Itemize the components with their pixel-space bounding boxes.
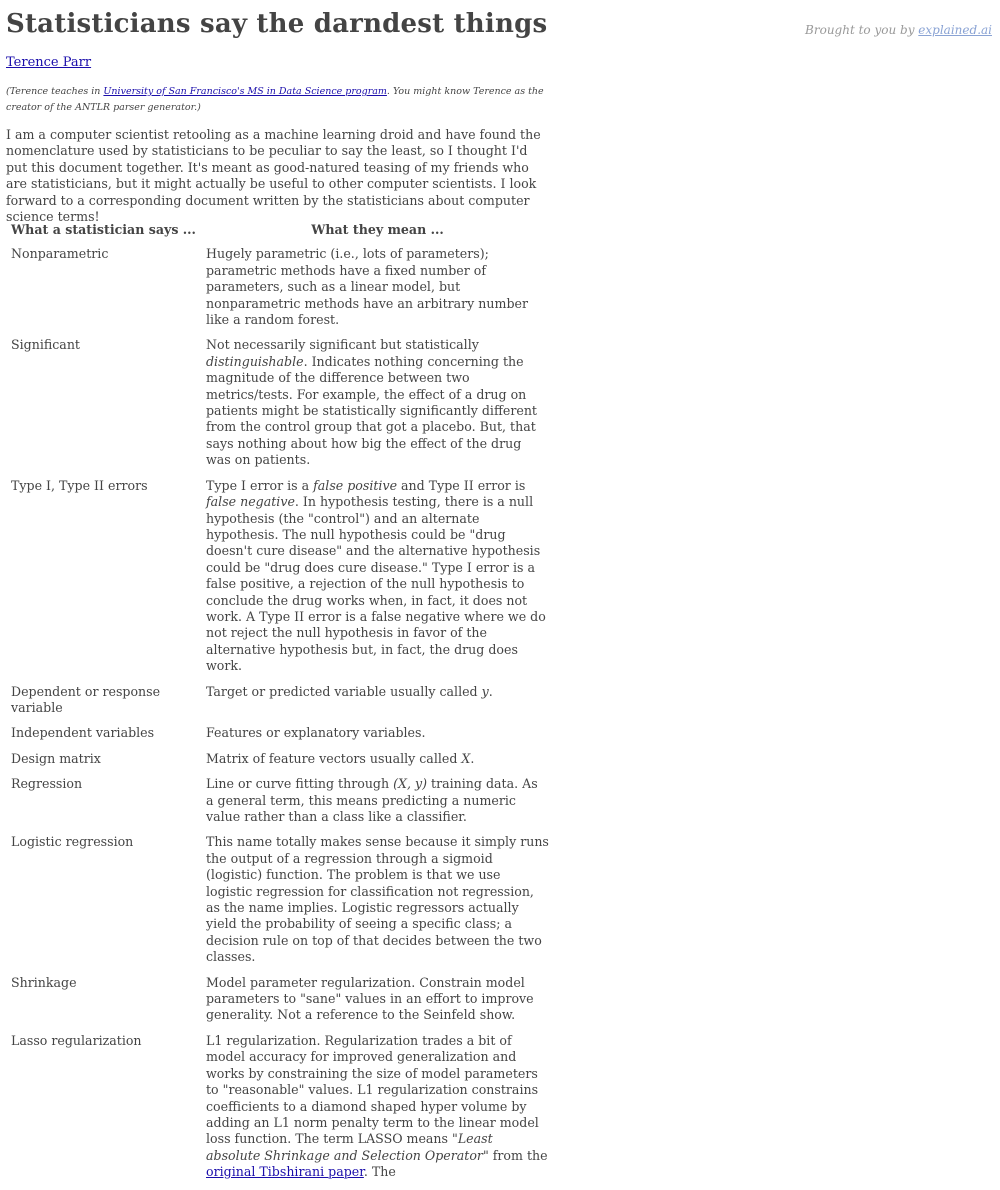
term-cell: Design matrix bbox=[11, 750, 101, 766]
meaning-text: . bbox=[488, 683, 493, 699]
meaning-text: and Type II error is bbox=[397, 477, 526, 493]
note-before: (Terence teaches in bbox=[6, 86, 104, 97]
term-cell: Lasso regularization bbox=[11, 1032, 142, 1048]
meaning-text: " from the bbox=[482, 1147, 548, 1163]
meaning-text: Matrix of feature vectors usually called bbox=[206, 750, 462, 766]
intro-paragraph: I am a computer scientist retooling as a machine learning droid and have found the nomenclature used by statisticians to be peculiar to say the least, so I thought I'd put this document together. It's meant as good-natured teasing of my friends who are statisticians, but it might actually be useful to other computer scientists. I look forward to a corresponding document written by the statisticians about computer science terms! bbox=[6, 127, 541, 225]
meaning-text: . Indicates nothing concerning the magnitude of the difference between two metrics/tests. For example, the effect of a drug on patients might be statistically significantly different from the control group that got a placebo. But, that says nothing about how big the effect of the drug was on patients. bbox=[206, 353, 537, 468]
meaning-cell bbox=[201, 337, 554, 477]
meaning-emphasis: Least absolute Shrinkage and Selection Operator bbox=[206, 1131, 493, 1163]
table-row bbox=[6, 337, 554, 477]
table-row bbox=[6, 751, 554, 776]
header-term: What a statistician says ... bbox=[11, 222, 196, 237]
table-row bbox=[6, 1033, 554, 1190]
table-row bbox=[6, 834, 554, 974]
meaning-text: Type I error is a bbox=[206, 477, 314, 493]
meaning-cell bbox=[201, 478, 554, 684]
meaning-text: . In hypothesis testing, there is a null hypothesis (the "control") and an alternate hypothesis. The null hypothesis could be "drug doesn't cure disease" and the alternative hypothesis could be "drug does cure disease." Type I error is a false positive, a rejection of the null hypothesis to conclude the drug works when, in fact, it does not work. A Type II error is a false negative where we do not reject the null hypothesis in favor of the alternative hypothesis but, in fact, the drug does work. bbox=[206, 494, 546, 674]
meaning-cell bbox=[201, 751, 554, 776]
meaning-emphasis: X bbox=[461, 750, 471, 766]
term-cell: Regression bbox=[11, 776, 83, 792]
term-cell: Shrinkage bbox=[11, 974, 77, 990]
term-cell: Logistic regression bbox=[11, 834, 134, 850]
table-row bbox=[6, 684, 554, 726]
meaning-cell: Features or explanatory variables. bbox=[206, 725, 426, 741]
credit bbox=[805, 23, 992, 37]
meaning-cell: Hugely parametric (i.e., lots of parameters); parametric methods have a fixed number of parameters, such as a linear model, but nonparametric methods have an arbitrary number like a random forest. bbox=[206, 246, 528, 328]
table-row bbox=[6, 975, 554, 1033]
meaning-emphasis: false positive bbox=[313, 477, 398, 493]
meaning-text: Not necessarily significant but statistically bbox=[206, 337, 479, 353]
meaning-cell: Model parameter regularization. Constrain model parameters to "sane" values in an effort to improve generality. Not a reference to the Seinfeld show. bbox=[206, 974, 534, 1023]
page-title: Statisticians say the darndest things bbox=[6, 9, 548, 39]
meaning-cell: This name totally makes sense because it simply runs the output of a regression through a sigmoid (logistic) function. The problem is that we use logistic regression for classification not regression, as the name implies. Logistic regressors actually yield the probability of seeing a specific class; a decision rule on top of that decides between the two classes. bbox=[206, 834, 549, 965]
meaning-emphasis: y bbox=[481, 683, 489, 699]
table-row bbox=[6, 478, 554, 684]
meaning-emphasis: (X, y) bbox=[393, 776, 428, 792]
meaning-text: Target or predicted variable usually called bbox=[206, 683, 482, 699]
table-row bbox=[6, 246, 554, 337]
term-cell: Independent variables bbox=[11, 725, 155, 741]
author-note bbox=[6, 84, 554, 116]
author-link[interactable]: Terence Parr bbox=[6, 55, 92, 70]
meaning-text: . The bbox=[363, 1164, 396, 1180]
tibshirani-paper-link[interactable]: original Tibshirani paper bbox=[206, 1164, 364, 1180]
term-cell: Nonparametric bbox=[11, 246, 109, 262]
meaning-text: training data. As a general term, this means predicting a numeric value rather than a class like a classifier. bbox=[206, 776, 538, 824]
term-cell: Type I, Type II errors bbox=[11, 477, 148, 493]
meaning-text: . bbox=[470, 750, 475, 766]
table-row bbox=[6, 776, 554, 834]
table-header-row bbox=[6, 221, 554, 246]
meaning-text: L1 regularization. Regularization trades a bit of model accuracy for improved generalization and works by constraining the size of model parameters to "reasonable" values. L1 regularization constrains coefficients to a diamond shaped hyper volume by adding an L1 norm penalty term to the linear model loss function. The term LASSO means " bbox=[206, 1032, 539, 1147]
meaning-emphasis: distinguishable bbox=[206, 353, 304, 369]
note-after: . You might know Terence as the creator of the ANTLR parser generator.) bbox=[6, 86, 544, 113]
explained-ai-link[interactable]: explained.ai bbox=[918, 23, 992, 37]
author-line bbox=[6, 55, 91, 70]
meaning-cell bbox=[201, 684, 554, 726]
terms-table bbox=[6, 221, 554, 1190]
meaning-cell bbox=[201, 776, 554, 834]
term-cell: Significant bbox=[11, 337, 80, 353]
usf-program-link[interactable]: University of San Francisco's MS in Data Science program bbox=[103, 86, 387, 97]
credit-prefix: Brought to you by bbox=[805, 23, 919, 37]
header-meaning: What they mean ... bbox=[311, 222, 444, 237]
meaning-text: Line or curve fitting through bbox=[206, 776, 394, 792]
meaning-emphasis: false negative bbox=[206, 494, 295, 510]
table-row bbox=[6, 725, 554, 750]
term-cell: Dependent or response variable bbox=[11, 683, 161, 715]
meaning-cell bbox=[201, 1033, 554, 1190]
